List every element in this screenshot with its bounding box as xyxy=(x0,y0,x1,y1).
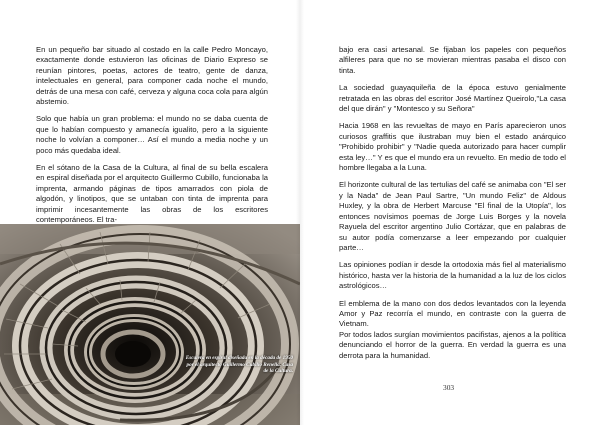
page-number: 303 xyxy=(443,383,455,392)
paragraph: Solo que había un gran problema: el mundo no se daba cuenta de que lo habían compuesto y amanecía igualito, pero a la siguiente noche lo volvían a componer… Así el mundo a media noche y un poco más quedaba ideal. xyxy=(36,114,268,155)
paragraph: Las opiniones podían ir desde la ortodoxia más fiel al materialismo histórico, hasta ver la historia de la humanidad a la luz de los ciclos astrológicos… xyxy=(339,260,566,291)
left-text-column xyxy=(36,45,268,233)
paragraph: El emblema de la mano con dos dedos levantados con la leyenda Amor y Paz recorría el mundo, en contraste con la guerra de Vietnam. xyxy=(339,298,566,329)
paragraph: El horizonte cultural de las tertulias del café se animaba con "El ser y la Nada" de Jean Paul Sartre, "Un mundo Feliz" de Aldous Huxley, y la obra de Herbert Marcuse "El final de la Utopía", los entonces novísimos poemas de Jorge Luis Borges y la novela Rayuela del escritor argentino Julio Cortázar, que en palabras de su autor podía comenzarse a leer empezando por cualquier parte… xyxy=(339,180,566,252)
paragraph: En el sótano de la Casa de la Cultura, al final de su bella escalera en espiral diseñada por el arquitecto Guillermo Cubillo, funcionaba la imprenta, armando páginas de tipos amarrados con piola de algodón, y linotipos, que se untaban con tinta de imprenta para imprimir incesantemente las obras de los escritores contemporáneos. El tra- xyxy=(36,163,268,225)
paragraph: La sociedad guayaquileña de la época estuvo genialmente retratada en las obras del escritor José Martínez Queirolo,"La casa del que dirán" y "Montesco y su Señora" xyxy=(339,83,566,114)
spiral-staircase-photo xyxy=(0,224,300,425)
paragraph: bajo era casi artesanal. Se fijaban los papeles con pequeños alfileres para que no se movieran mientras pasaba el disco con tinta. xyxy=(339,45,566,75)
paragraph: En un pequeño bar situado al costado en la calle Pedro Moncayo, exactamente donde estuvieron las oficinas de Diario Expreso se reunían pintores, poetas, actores de teatro, gente de danza, intelectuales en general, para componer cada noche el mundo, detrás de una mesa con café, cerveza y alguna coca cola para algún abstemio. xyxy=(36,45,268,107)
photo-caption: Escalera en espiral diseñada en la década de 1950 por el arquitecto Guillermo Cubillo Renella. Casa de la Cultura. xyxy=(185,355,293,375)
paragraph: Por todos lados surgían movimientos pacifistas, ajenos a la política denunciando el horror de la guerra. En verdad la guerra es una derrota para la humanidad. xyxy=(339,329,566,360)
paragraph: Hacia 1968 en las revueltas de mayo en París aparecieron unos curiosos graffitis que ilustraban muy bien el estado anárquico "Prohibido prohibir" y "Nadie queda autorizado para hacer cumplir esta ley…" Y es que el mundo era un revuelto. En medio de todo el hombre llegaba a la Luna. xyxy=(339,121,566,173)
right-text-column xyxy=(339,45,566,368)
staircase-illustration xyxy=(0,224,300,425)
